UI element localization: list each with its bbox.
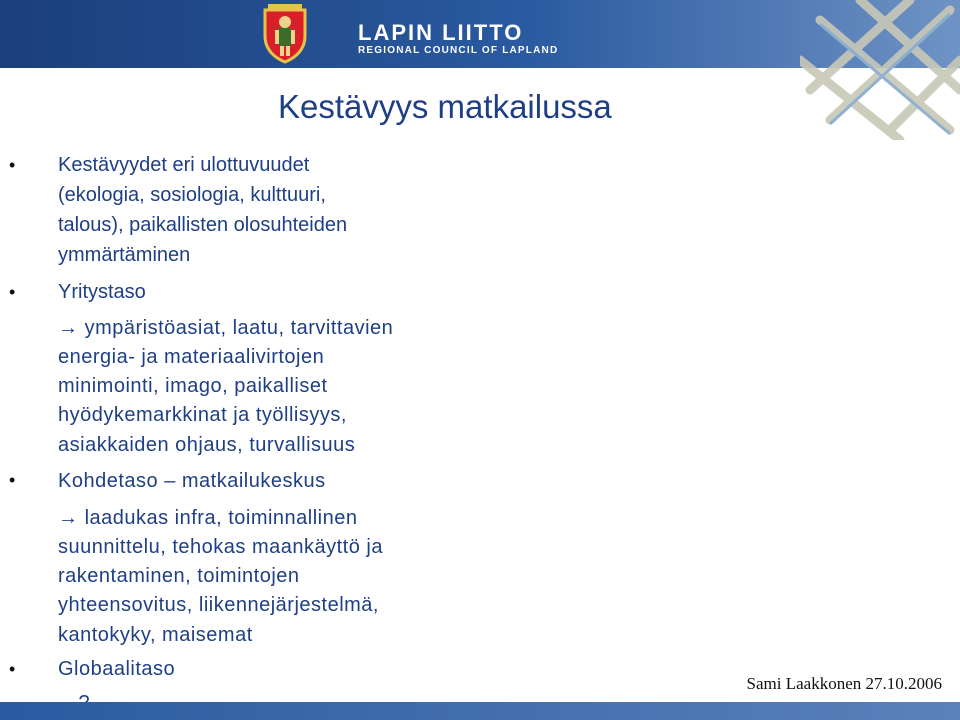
text-line: talous), paikallisten olosuhteiden xyxy=(58,214,348,236)
arrow-right-icon: → xyxy=(58,317,79,339)
text-line: yhteensovitus, liikennejärjestelmä, xyxy=(58,594,379,616)
text-line: rakentaminen, toimintojen xyxy=(58,565,300,587)
text-line: minimointi, imago, paikalliset xyxy=(58,375,328,397)
text-line: Kohdetaso – matkailukeskus xyxy=(58,470,326,492)
bullet-icon: • xyxy=(9,282,16,302)
bullet-icon: • xyxy=(9,470,16,490)
text-line: ymmärtäminen xyxy=(58,244,191,266)
text-line: kantokyky, maisemat xyxy=(58,624,253,646)
brand-subtitle: REGIONAL COUNCIL OF LAPLAND xyxy=(358,45,559,56)
bullet-icon: • xyxy=(9,155,16,175)
text-line: asiakkaiden ohjaus, turvallisuus xyxy=(58,434,356,456)
brand-name: LAPIN LIITTO xyxy=(358,20,524,45)
footer-bar xyxy=(0,702,960,720)
author-date: Sami Laakkonen 27.10.2006 xyxy=(746,674,942,693)
text-line: laadukas infra, toiminnallinen xyxy=(84,507,358,529)
lapland-coat-of-arms-icon xyxy=(262,4,308,64)
slide-title: Kestävyys matkailussa xyxy=(278,88,612,125)
text-line: Kestävyydet eri ulottuvuudet xyxy=(58,154,310,176)
text-line: suunnittelu, tehokas maankäyttö ja xyxy=(58,536,383,558)
text-line: (ekologia, sosiologia, kulttuuri, xyxy=(58,184,326,206)
decorative-lattice-icon xyxy=(800,0,960,140)
text-line: Yritystaso xyxy=(58,281,146,303)
text-line: energia- ja materiaalivirtojen xyxy=(58,346,325,368)
text-line-with-arrow xyxy=(58,503,358,533)
text-line: ympäristöasiat, laatu, tarvittavien xyxy=(84,317,394,339)
bullet-icon: • xyxy=(9,659,16,679)
text-line: hyödykemarkkinat ja työllisyys, xyxy=(58,404,347,426)
text-line: Globaalitaso xyxy=(58,658,176,680)
text-line-with-arrow xyxy=(58,313,393,343)
arrow-right-icon: → xyxy=(58,507,79,529)
